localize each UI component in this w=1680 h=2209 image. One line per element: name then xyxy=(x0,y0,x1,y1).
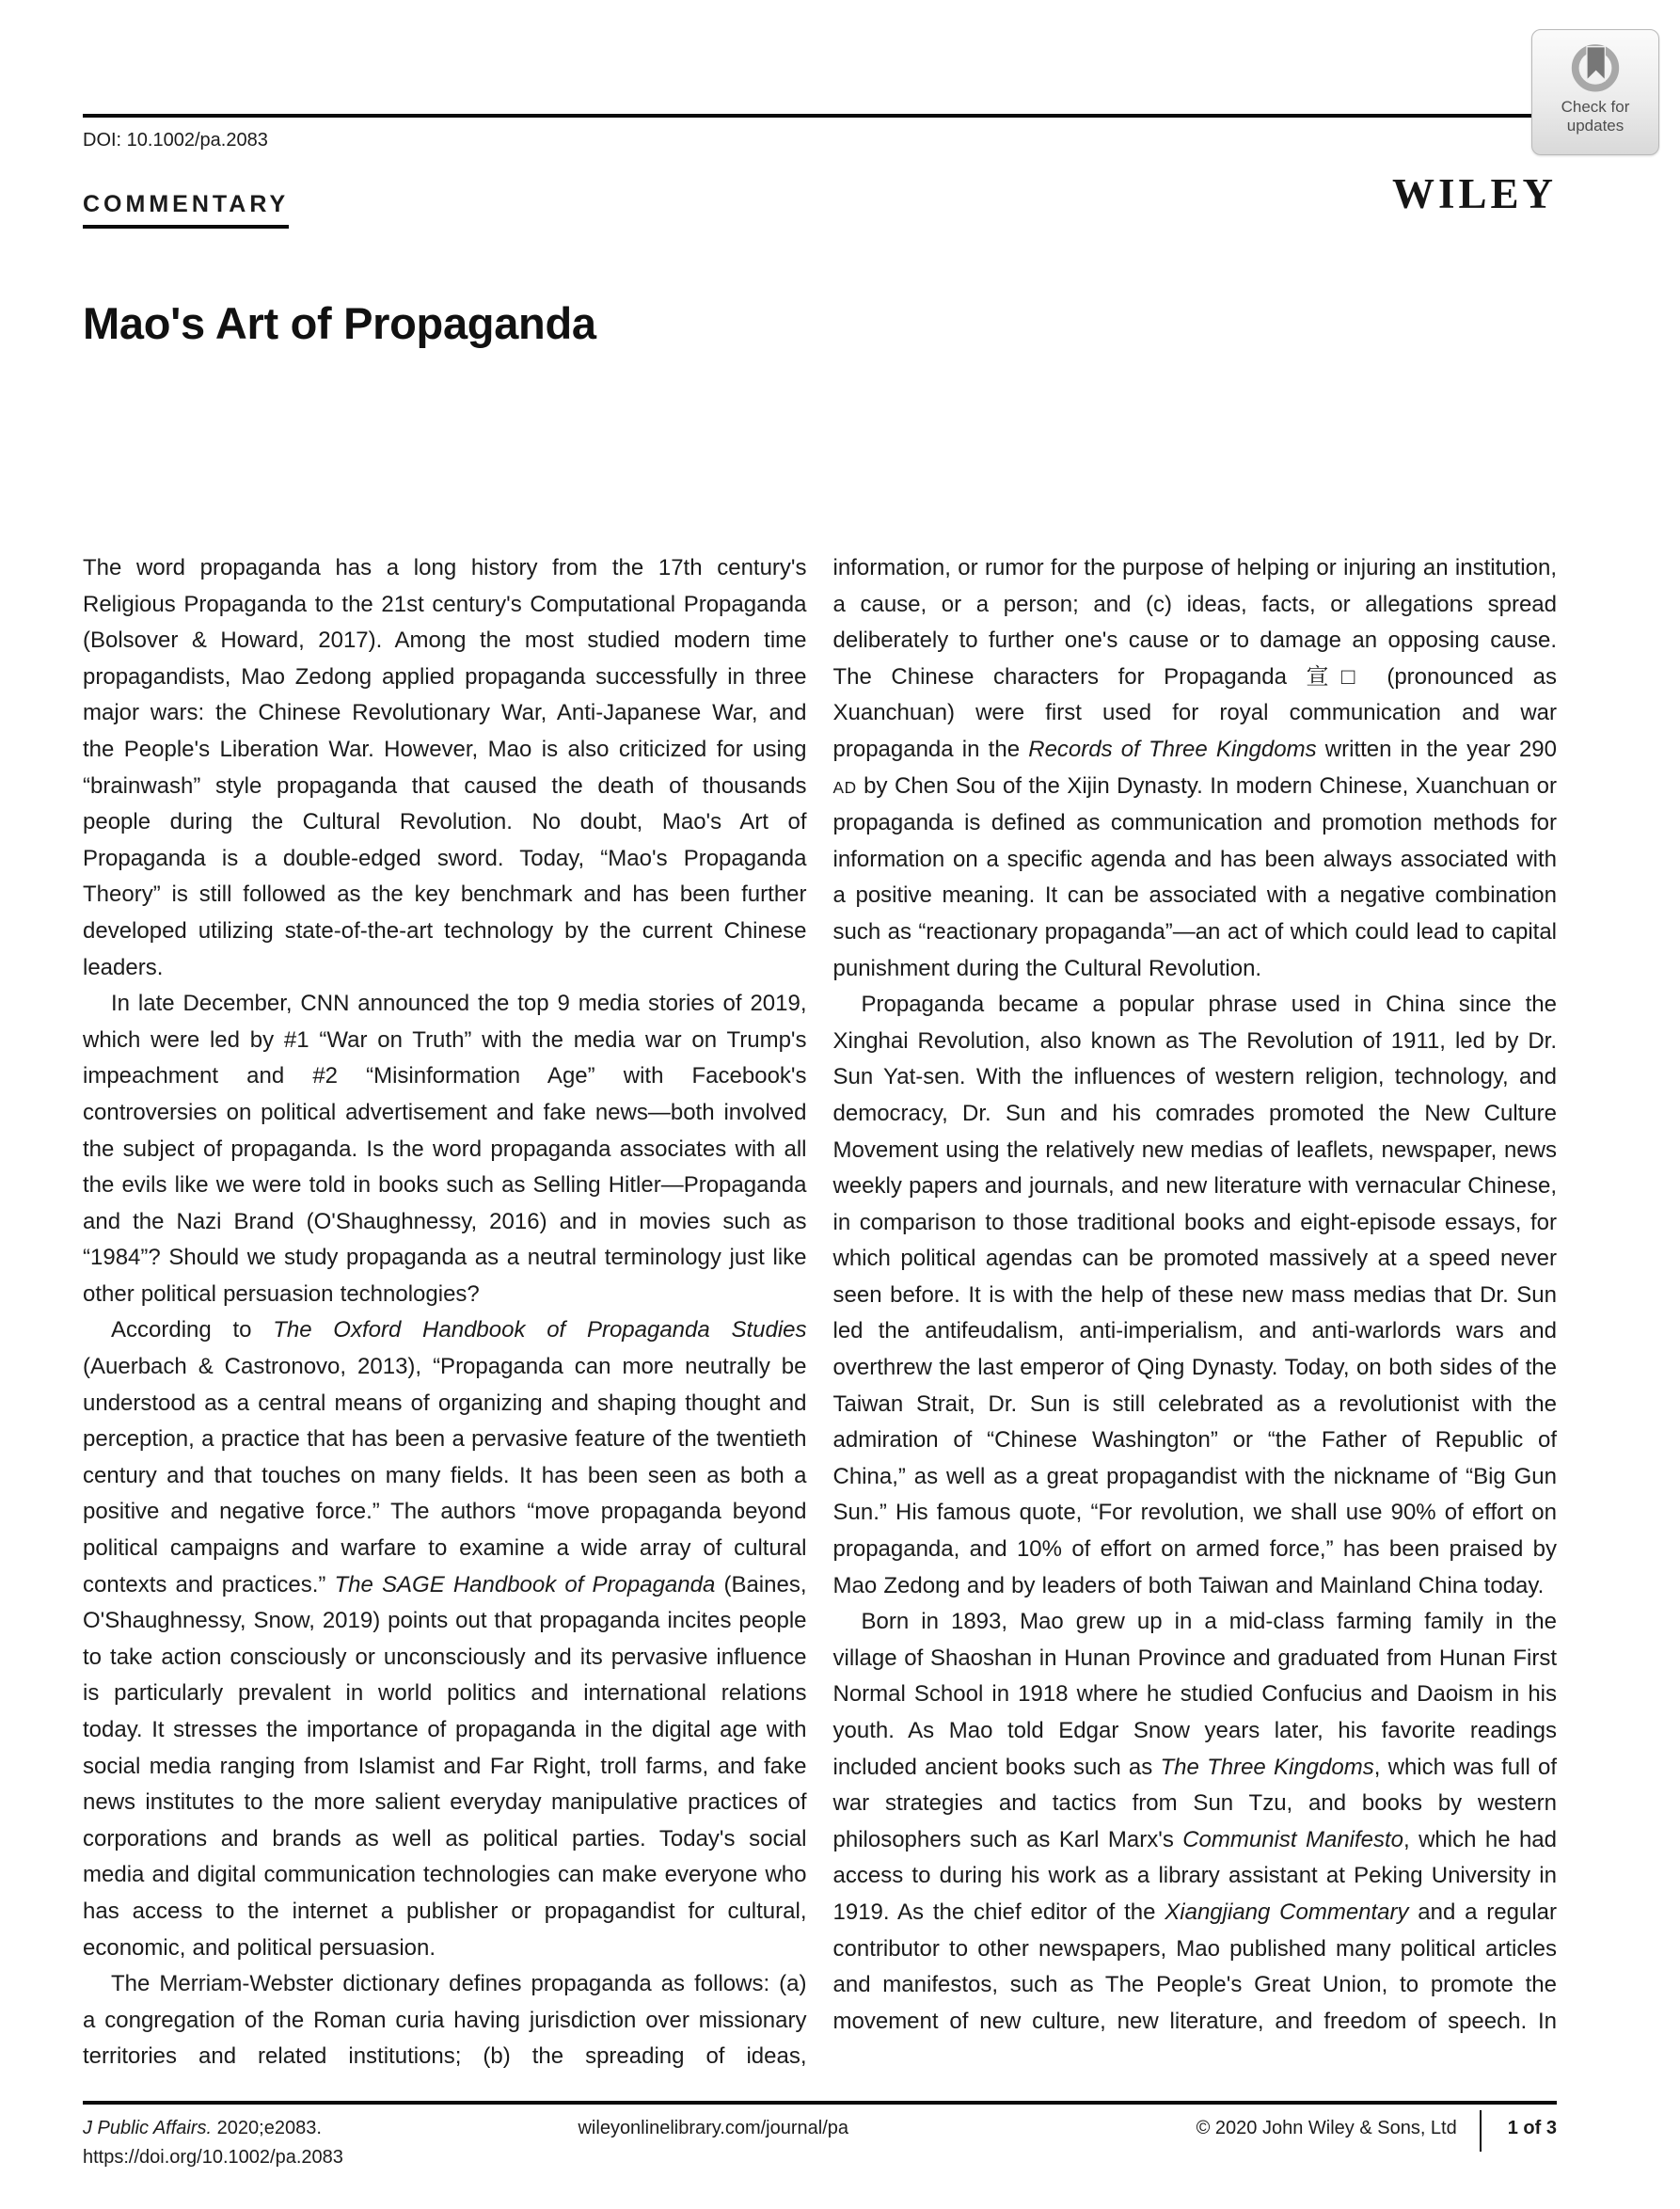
badge-label-line1: Check for xyxy=(1561,98,1630,116)
copyright-text: © 2020 John Wiley & Sons, Ltd xyxy=(1196,2118,1457,2138)
journal-name: J Public Affairs. xyxy=(83,2118,213,2138)
text-segment: Xiangjiang Commentary xyxy=(1165,1899,1409,1925)
doi-text: DOI: 10.1002/pa.2083 xyxy=(83,130,268,151)
text-segment: and a regular contributor to other newspapers, Mao published many political articles and manifestos, such as The People's Great Union, to promote the movement of new culture, new literature, and freedom of speech. In xyxy=(832,1899,1557,2034)
text-segment: In late December, CNN announced the top 9 media stories of 2019, which were led by #1 “War on Truth” with the media war on Trump's impeachment and #2 “Misinformation Age” with Facebook's controversies on political advertisement and fake news—both involved the subject of propaganda. Is the word propaganda associates with all the evils like we were told in books such as Selling Hitler—Propaganda and the Nazi Brand (O'Shaughnessy, 2016) and in movies such as “1984”? Should we study propaganda as a neutral terminology just like other political persuasion technologies? xyxy=(83,991,807,1307)
text-segment: , which he had access to during his work as a library assistant at Peking University in 1919. As the chief editor of the xyxy=(832,1826,1557,1925)
text-segment: The Three Kingdoms xyxy=(1160,1754,1374,1780)
check-for-updates-badge[interactable] xyxy=(1531,29,1659,155)
header-divider xyxy=(83,114,1557,118)
text-segment: , which was full of war strategies and tactics from Sun Tzu, and books by western philosophers such as Karl Marx's xyxy=(832,1754,1558,1852)
paragraph xyxy=(833,1604,1558,2040)
text-segment: information, or rumor for the purpose of helping or injuring an institution, a cause, or a person; and (c) ideas, facts, or allegations spread deliberately to further one's cause or to damage an opposing cause. The Chinese characters for Propaganda 宣□ (pronounced as Xuanchuan) were first used for royal communication and war propaganda in the xyxy=(832,555,1557,762)
text-segment: AD xyxy=(832,777,857,797)
journal-issue: 2020;e2083. xyxy=(212,2118,322,2138)
article-title: Mao's Art of Propaganda xyxy=(83,298,596,348)
text-segment: Propaganda became a popular phrase used in China since the Xinghai Revolution, also known as The Revolution of 1911, led by Dr. Sun Yat-sen. With the influences of western religion, technology, and democracy, Dr. Sun and his comrades promoted the New Culture Movement using the relatively new medias of leaflets, newspaper, news weekly papers and journals, and new literature with vernacular Chinese, in comparison to those traditional books and eight-episode essays, for which political agendas can be promoted massively at a speed never seen before. It is with the help of these new mass medias that Dr. Sun led the antifeudalism, anti-imperialism, and anti-warlords wars and overthrew the last emperor of Qing Dynasty. Today, on both sides of the Taiwan Strait, Dr. Sun is still celebrated as a revolutionist with the admiration of “Chinese Washington” or “the Father of Republic of China,” as well as a great propagandist with the nickname of “Big Gun Sun.” His famous quote, “For revolution, we shall use 90% of effort on propaganda, and 10% of effort on armed force,” has been praised by Mao Zedong and by leaders of both Taiwan and Mainland China today. xyxy=(832,992,1557,1598)
text-segment: According to xyxy=(111,1317,274,1343)
footer-copyright-block xyxy=(1197,2114,1557,2152)
text-segment: The SAGE Handbook of Propaganda xyxy=(334,1571,716,1597)
text-segment: by Chen Sou of the Xijin Dynasty. In modern Chinese, Xuanchuan or propaganda is defined as communication and promotion methods for information on a specific agenda and has been always associated with a positive meaning. It can be associated with a negative combination such as “reactionary propaganda”—an act of which could lead to capital punishment during the Cultural Revolution. xyxy=(832,772,1557,981)
paragraph xyxy=(83,986,807,1312)
footer-journal-url[interactable]: wileyonlinelibrary.com/journal/pa xyxy=(578,2118,849,2138)
footer xyxy=(83,2101,1557,2172)
paragraph xyxy=(833,550,1558,987)
text-segment: (Baines, O'Shaughnessy, Snow, 2019) points out that propaganda incites people to take action consciously or unconsciously and its pervasive influence is particularly prevalent in world politics and international relations today. It stresses the importance of propaganda in the digital age with social media ranging from Islamist and Far Right, troll farms, and fake news institutes to the more salient everyday manipulative practices of corporations and brands as well as political parties. Today's social media and digital communication technologies can make everyone who has access to the internet a publisher or propagandist for cultural, economic, and political persuasion. xyxy=(83,1571,807,1961)
footer-vertical-divider xyxy=(1480,2110,1482,2152)
text-segment: Communist Manifesto xyxy=(1182,1826,1404,1852)
page-number: 1 of 3 xyxy=(1507,2118,1557,2138)
text-segment: Records of Three Kingdoms xyxy=(1028,736,1317,762)
paragraph xyxy=(83,1312,807,1966)
footer-divider-rule xyxy=(83,2101,1557,2105)
text-segment: The Oxford Handbook of Propaganda Studies xyxy=(273,1317,807,1343)
text-segment: written in the year 290 xyxy=(1316,736,1558,762)
footer-citation xyxy=(83,2114,343,2172)
right-column xyxy=(833,550,1558,2075)
text-segment: (Auerbach & Castronovo, 2013), “Propaganda can more neutrally be understood as a central means of organizing and shaping thought and perception, a practice that has been a pervasive feature of the twentieth century and that touches on many fields. It has been seen as both a positive and negative force.” The authors “move propaganda beyond political campaigns and warfare to examine a wide array of cultural contexts and practices.” xyxy=(83,1354,807,1597)
article-body xyxy=(83,550,1557,2075)
wiley-logo: WILEY xyxy=(1391,170,1557,217)
bookmark-circle-icon xyxy=(1566,38,1625,96)
badge-label-line2: updates xyxy=(1566,117,1625,135)
journal-reference xyxy=(83,2114,343,2143)
paragraph xyxy=(83,1966,807,2075)
text-segment: Born in 1893, Mao grew up in a mid-class farming family in the village of Shaoshan in Hunan Province and graduated from Hunan First Normal School in 1918 where he studied Confucius and Daoism in his youth. As Mao told Edgar Snow years later, his favorite readings included ancient books such as xyxy=(832,1609,1557,1780)
paragraph xyxy=(833,987,1558,1604)
text-segment: The Merriam-Webster dictionary defines propaganda as follows: (a) a congregation of the Roman curia having jurisdiction over missionary territories and related institutions; (b) the spreading of ideas, xyxy=(83,1971,807,2070)
left-column xyxy=(83,550,807,2075)
text-segment: The word propaganda has a long history from the 17th century's Religious Propaganda to the 21st century's Computational Propaganda (Bolsover & Howard, 2017). Among the most studied modern time propagandists, Mao Zedong applied propaganda successfully in three major wars: the Chinese Revolutionary War, Anti-Japanese War, and the People's Liberation War. However, Mao is also criticized for using “brainwash” style propaganda that caused the death of thousands people during the Cultural Revolution. No doubt, Mao's Art of Propaganda is a double-edged sword. Today, “Mao's Propaganda Theory” is still followed as the key benchmark and has been further developed utilizing state-of-the-art technology by the current Chinese leaders. xyxy=(83,555,807,980)
paragraph xyxy=(83,550,807,986)
badge-label xyxy=(1561,98,1630,135)
section-label: COMMENTARY xyxy=(83,191,289,229)
footer-doi-link[interactable]: https://doi.org/10.1002/pa.2083 xyxy=(83,2147,343,2168)
